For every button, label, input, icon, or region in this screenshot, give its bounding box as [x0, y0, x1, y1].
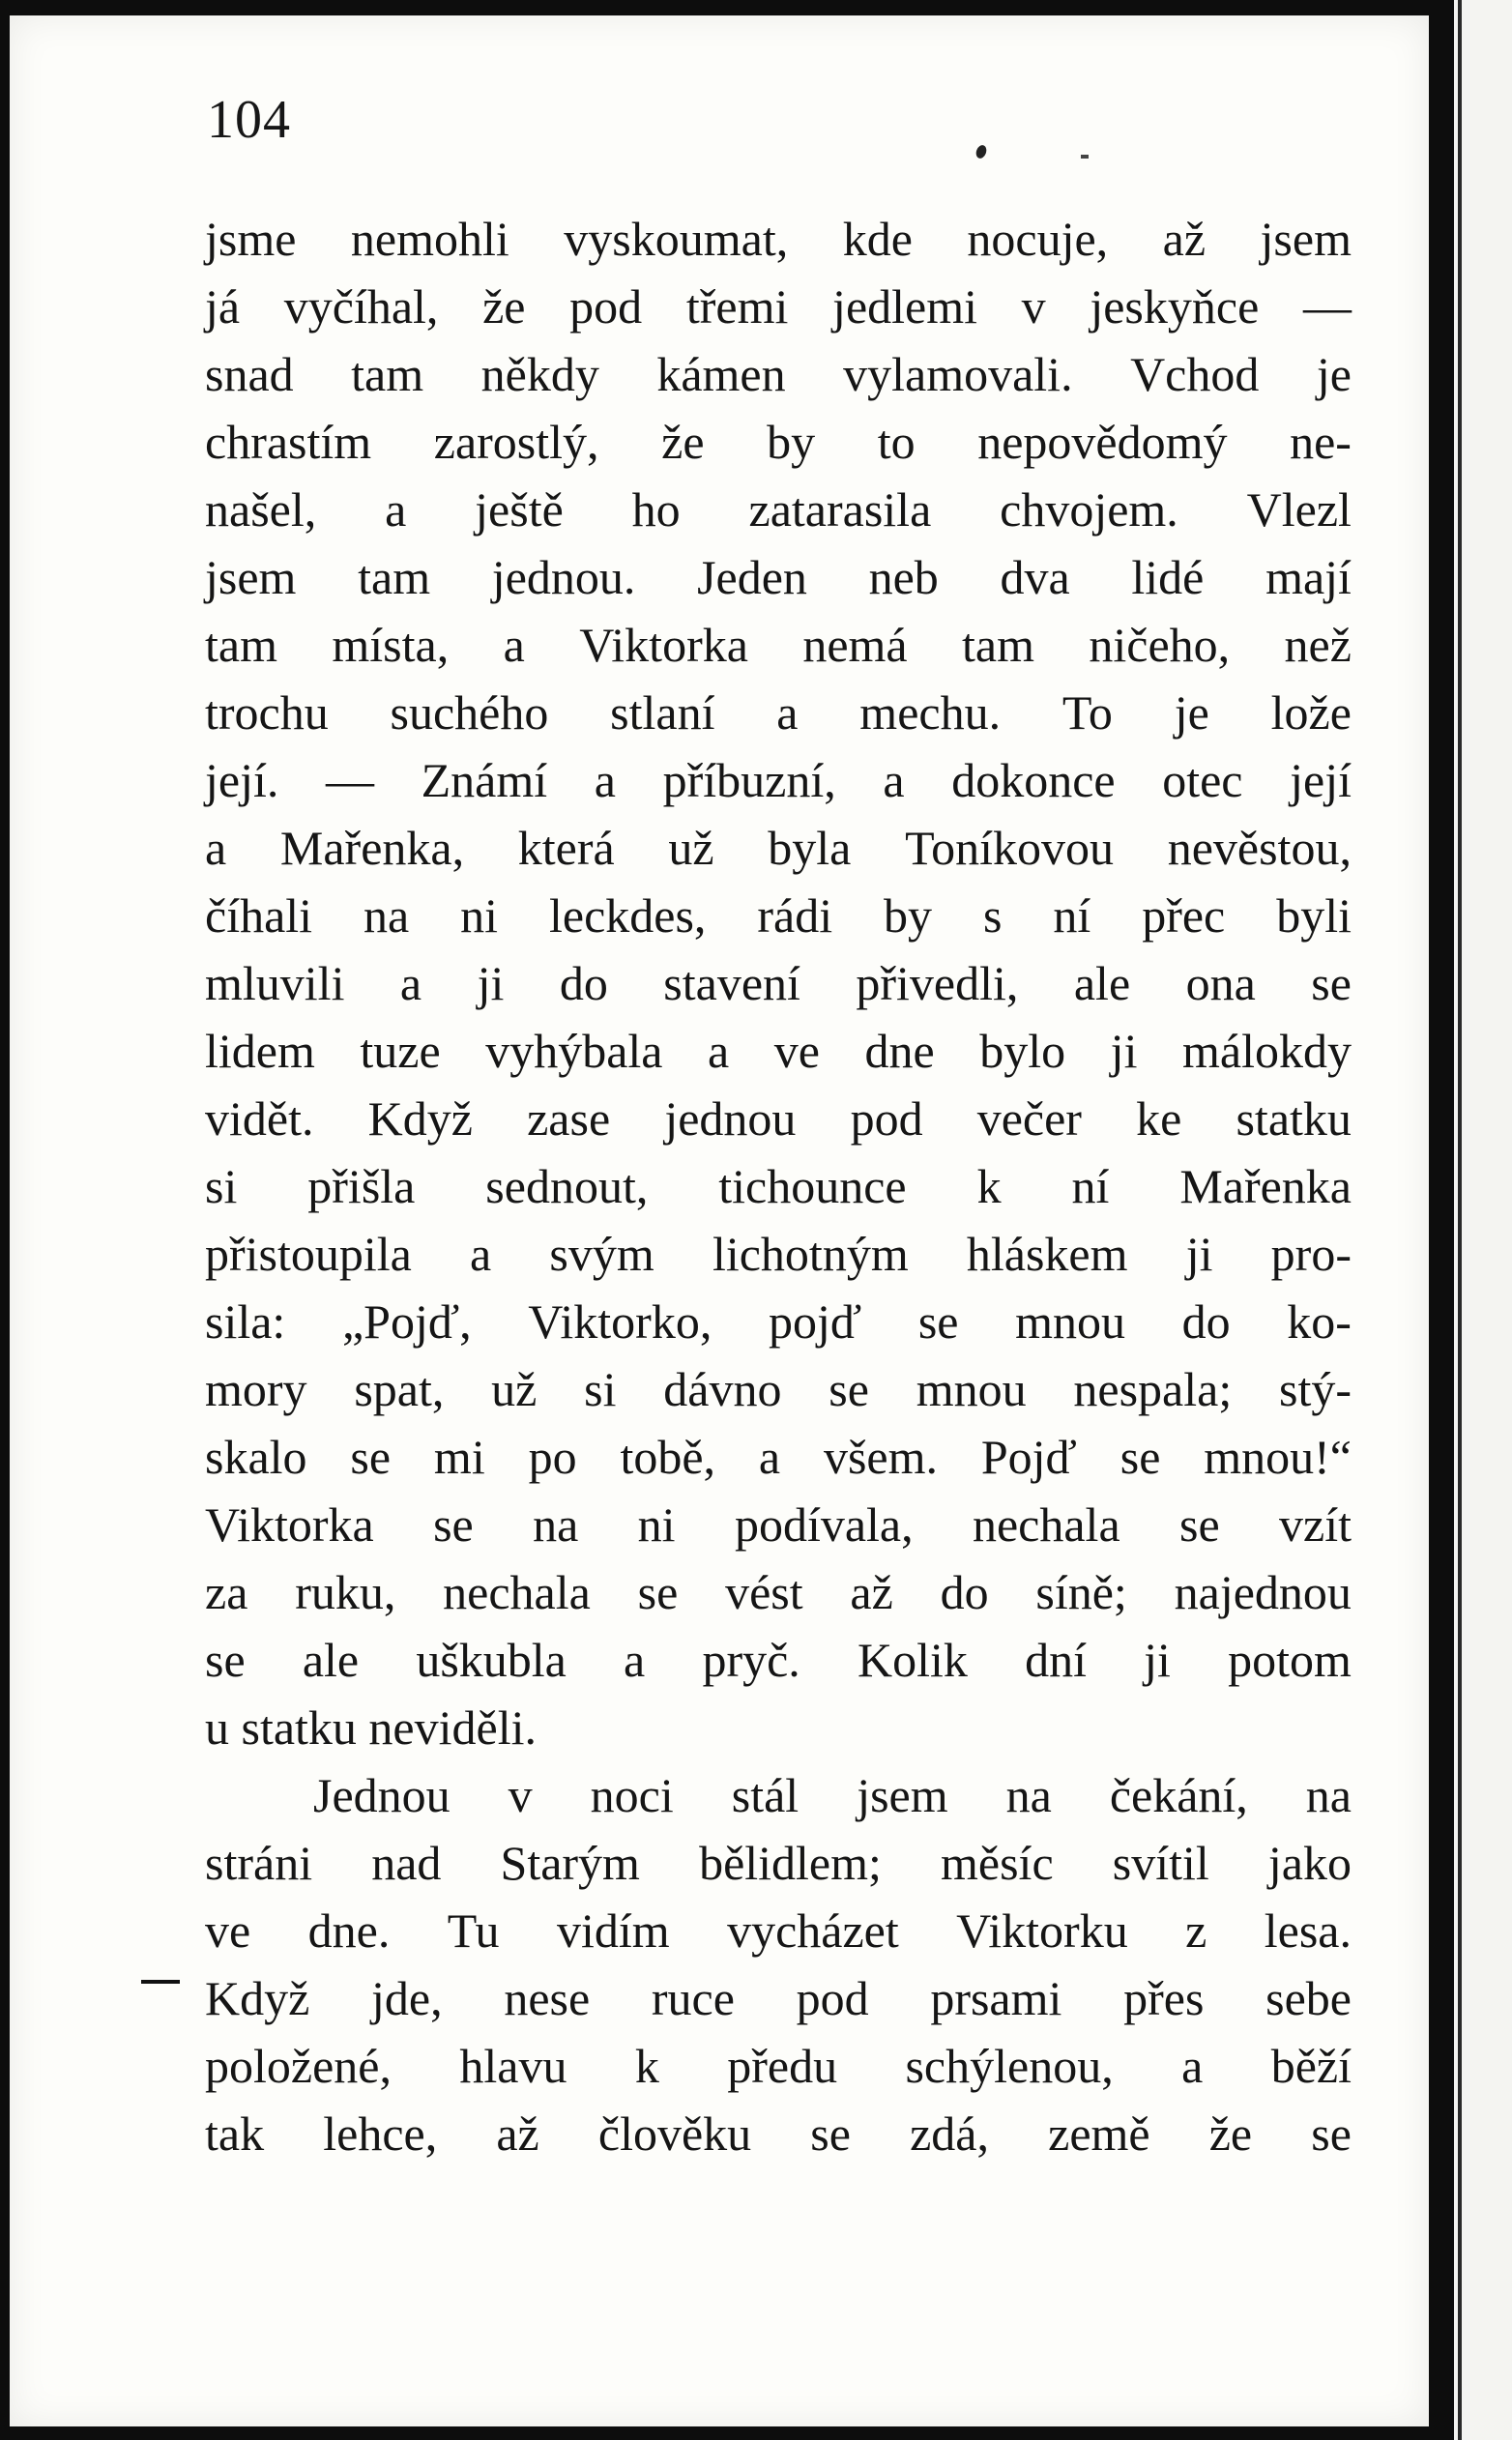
word: Viktorku — [956, 1903, 1128, 1958]
word: stavení — [663, 956, 800, 1010]
word: si — [205, 1159, 238, 1213]
text-line — [205, 1152, 1352, 1220]
word: tichounce — [718, 1159, 907, 1213]
word: bělidlem; — [699, 1836, 882, 1890]
adjacent-page-edge — [1440, 0, 1512, 2440]
word: mechu. — [859, 685, 1002, 740]
text-line — [205, 1355, 1352, 1423]
word: lidé — [1131, 550, 1205, 604]
word: najednou — [1174, 1565, 1352, 1619]
word: suchého — [390, 685, 549, 740]
word: otec — [1162, 753, 1243, 807]
word: ve — [205, 1903, 251, 1958]
word: Kolik — [857, 1633, 968, 1687]
word: ve — [773, 1024, 820, 1078]
word: a — [594, 753, 616, 807]
word: než — [1284, 618, 1352, 672]
word: zase — [527, 1091, 611, 1146]
word: vyskoumat, — [564, 212, 789, 266]
text-line — [205, 611, 1352, 679]
word: Pojď — [980, 1430, 1077, 1484]
word: by — [767, 415, 816, 469]
word: tobě, — [620, 1430, 716, 1484]
word: měsíc — [941, 1836, 1054, 1890]
word: dní — [1025, 1633, 1087, 1687]
word: svítil — [1112, 1836, 1209, 1890]
word: pod — [569, 279, 643, 334]
word: stý- — [1279, 1362, 1352, 1416]
word: přes — [1123, 1971, 1205, 2025]
word: mnou!“ — [1204, 1430, 1352, 1484]
word: jeskyňce — [1090, 279, 1260, 334]
word: svým — [549, 1227, 654, 1281]
word: kámen — [656, 347, 786, 401]
margin-dash-mark — [141, 1980, 180, 1984]
word: večer — [976, 1091, 1082, 1146]
text-line — [205, 340, 1352, 408]
word: dávno — [663, 1362, 782, 1416]
word: ni — [460, 888, 499, 943]
word: lidem — [205, 1024, 315, 1078]
word: jsem — [857, 1768, 948, 1822]
word: uškubla — [416, 1633, 567, 1687]
word: tam — [358, 550, 431, 604]
word: a — [708, 1024, 730, 1078]
word: skalo — [205, 1430, 307, 1484]
word: její — [1290, 753, 1352, 807]
word: až — [850, 1565, 893, 1619]
word: až — [496, 2106, 539, 2161]
word: a — [1181, 2039, 1204, 2093]
word: hlavu — [459, 2039, 567, 2093]
word: dokonce — [951, 753, 1116, 807]
word: přistoupila — [205, 1227, 412, 1281]
word: síně; — [1035, 1565, 1127, 1619]
word: do — [1181, 1294, 1231, 1349]
word: na — [363, 888, 410, 943]
text-line — [205, 746, 1352, 814]
word: To — [1061, 685, 1113, 740]
word: stál — [731, 1768, 800, 1822]
word: třemi — [685, 279, 789, 334]
word: země — [1048, 2106, 1150, 2161]
word: byli — [1276, 888, 1352, 943]
word: ničeho, — [1089, 618, 1231, 672]
word: Mařenka — [1179, 1159, 1352, 1213]
word: nese — [504, 1971, 591, 2025]
text-line — [205, 1423, 1352, 1491]
word: mají — [1265, 550, 1352, 604]
word: chvojem. — [1000, 482, 1178, 537]
word: se — [350, 1430, 392, 1484]
word: nechala — [443, 1565, 591, 1619]
word: trochu — [205, 685, 329, 740]
word: Viktorko, — [528, 1294, 712, 1349]
word: ji — [1110, 1024, 1138, 1078]
text-line — [205, 2100, 1352, 2167]
word: tam — [961, 618, 1034, 672]
word: se — [1179, 1497, 1220, 1552]
word: příbuzní, — [662, 753, 836, 807]
word: sila: — [205, 1294, 286, 1349]
word: se — [205, 1633, 246, 1687]
word: nad — [371, 1836, 442, 1890]
word: Starým — [500, 1836, 640, 1890]
text-line — [205, 205, 1352, 273]
word: ruce — [651, 1971, 735, 2025]
word: se — [829, 1362, 869, 1416]
text-line — [205, 1829, 1352, 1897]
word: si — [584, 1362, 617, 1416]
word: člověku — [597, 2106, 752, 2161]
text-line — [205, 1558, 1352, 1626]
word: stlaní — [610, 685, 715, 740]
word: nocuje, — [967, 212, 1109, 266]
word: našel, — [205, 482, 317, 537]
word: a — [503, 618, 525, 672]
word: Jeden — [697, 550, 807, 604]
word: pod — [796, 1971, 869, 2025]
word: na — [1005, 1768, 1052, 1822]
word: se — [433, 1497, 474, 1552]
word: zdá, — [910, 2106, 989, 2161]
word: že — [1208, 2106, 1253, 2161]
word: Tu — [447, 1903, 500, 1958]
word: jsem — [205, 550, 297, 604]
word: by — [884, 888, 933, 943]
word: noci — [590, 1768, 674, 1822]
word: za — [205, 1565, 248, 1619]
word: přišla — [307, 1159, 416, 1213]
word: vycházet — [727, 1903, 899, 1958]
word: jednou — [664, 1091, 797, 1146]
word: ní — [1071, 1159, 1110, 1213]
word: pryč. — [702, 1633, 800, 1687]
word: jde, — [371, 1971, 443, 2025]
word: zarostlý, — [433, 415, 599, 469]
word: ruku, — [295, 1565, 396, 1619]
word: jsme — [205, 212, 297, 266]
ink-speck-small — [1081, 155, 1089, 159]
word: Mařenka, — [279, 821, 465, 875]
word: vidím — [556, 1903, 670, 1958]
word: hláskem — [966, 1227, 1128, 1281]
word: položené, — [205, 2039, 392, 2093]
word: snad — [205, 347, 294, 401]
page-number: 104 — [207, 90, 291, 150]
text-line — [205, 1288, 1352, 1355]
text-line — [205, 1491, 1352, 1558]
word: a — [624, 1633, 646, 1687]
word: mi — [433, 1430, 485, 1484]
text-line — [205, 1085, 1352, 1152]
word: stráni — [205, 1836, 313, 1890]
word: lesa. — [1264, 1903, 1352, 1958]
text-line — [205, 1626, 1352, 1694]
word: statku — [1236, 1091, 1352, 1146]
word: ji — [1185, 1227, 1213, 1281]
word: já — [205, 279, 241, 334]
text-line — [205, 476, 1352, 543]
word: ona — [1185, 956, 1256, 1010]
word: potom — [1228, 1633, 1352, 1687]
word: prsami — [930, 1971, 1062, 2025]
word: a — [776, 685, 799, 740]
word: mory — [205, 1362, 307, 1416]
word: nespala; — [1073, 1362, 1233, 1416]
word: ke — [1136, 1091, 1182, 1146]
word: všem. — [823, 1430, 938, 1484]
word: lože — [1270, 685, 1352, 740]
word: ne- — [1290, 415, 1352, 469]
text-line — [205, 2032, 1352, 2100]
word: jako — [1267, 1836, 1352, 1890]
word: v — [1021, 279, 1046, 334]
word: tak — [205, 2106, 265, 2161]
word: ho — [631, 482, 681, 537]
word: a — [205, 821, 227, 875]
word: vylamovali. — [843, 347, 1073, 401]
word: a — [385, 482, 407, 537]
word: nechala — [972, 1497, 1120, 1552]
word: Jednou — [313, 1768, 451, 1822]
word: do — [559, 956, 608, 1010]
word: leckdes, — [548, 888, 707, 943]
word: po — [528, 1430, 577, 1484]
word: někdy — [480, 347, 599, 401]
word: kde — [842, 212, 913, 266]
text-line — [205, 1897, 1352, 1964]
word: mluvili — [205, 956, 345, 1010]
word: pro- — [1270, 1227, 1352, 1281]
word: vyhýbala — [485, 1024, 663, 1078]
word: nevěstou, — [1167, 821, 1352, 875]
word: nemohli — [350, 212, 509, 266]
word: pod — [850, 1091, 923, 1146]
word: chrastím — [205, 415, 372, 469]
word: — — [326, 753, 374, 807]
word: sebe — [1265, 1971, 1352, 2025]
text-line — [205, 882, 1352, 949]
text-line — [205, 408, 1352, 476]
text-line — [205, 1017, 1352, 1085]
word: její. — [205, 753, 279, 807]
word: Toníkovou — [905, 821, 1115, 875]
page-gutter-line — [1458, 0, 1462, 2440]
word: vyčíhal, — [283, 279, 439, 334]
word: Známí — [421, 753, 548, 807]
word: a — [758, 1430, 781, 1484]
word: zatarasila — [748, 482, 932, 537]
paragraph-end-line — [205, 1694, 1352, 1761]
word: dva — [1000, 550, 1070, 604]
word: číhali — [205, 888, 313, 943]
word: Viktorka — [205, 1497, 374, 1552]
word: ní — [1053, 888, 1091, 943]
word: ještě — [475, 482, 564, 537]
word: — — [1302, 279, 1352, 334]
word: neb — [868, 550, 939, 604]
word: přec — [1142, 888, 1226, 943]
word: do — [940, 1565, 989, 1619]
word: ale — [1073, 956, 1131, 1010]
word: na — [533, 1497, 579, 1552]
word: ji — [1144, 1633, 1171, 1687]
word: místa, — [332, 618, 450, 672]
word: předu — [727, 2039, 838, 2093]
body-text — [205, 205, 1352, 2167]
word: k — [634, 2039, 659, 2093]
text-line — [205, 1964, 1352, 2032]
word: ji — [477, 956, 505, 1010]
word: se — [810, 2106, 851, 2161]
word: tam — [205, 618, 277, 672]
word: podívala, — [734, 1497, 914, 1552]
word: Viktorka — [579, 618, 748, 672]
word: se — [917, 1294, 959, 1349]
paragraph-start-line — [205, 1761, 1352, 1829]
text-line — [205, 1220, 1352, 1288]
word: se — [637, 1565, 679, 1619]
word: je — [1174, 685, 1209, 740]
word: tam — [351, 347, 424, 401]
word: mnou — [1015, 1294, 1125, 1349]
word: až — [1162, 212, 1207, 266]
word: je — [1316, 347, 1352, 401]
word: Vchod — [1130, 347, 1260, 401]
word: se — [1311, 2106, 1352, 2161]
word: byla — [768, 821, 852, 875]
word: a — [883, 753, 905, 807]
word: už — [668, 821, 714, 875]
word: nemá — [802, 618, 908, 672]
word: pojď — [768, 1294, 862, 1349]
word: bylo — [979, 1024, 1066, 1078]
word: dne. — [307, 1903, 391, 1958]
word: mnou — [916, 1362, 1027, 1416]
word: lehce, — [323, 2106, 438, 2161]
word: jsem — [1260, 212, 1352, 266]
word: Vlezl — [1246, 482, 1352, 537]
word: čekání, — [1109, 1768, 1248, 1822]
word: ni — [637, 1497, 676, 1552]
word: přivedli, — [856, 956, 1019, 1010]
word: Když — [205, 1971, 310, 2025]
word: sednout, — [485, 1159, 649, 1213]
word: tuze — [360, 1024, 441, 1078]
word: a — [470, 1227, 492, 1281]
word: schýlenou, — [905, 2039, 1114, 2093]
word: v — [508, 1768, 533, 1822]
word: „Pojď, — [341, 1294, 472, 1349]
word: Když — [367, 1091, 473, 1146]
word: se — [1119, 1430, 1161, 1484]
text-line — [205, 543, 1352, 611]
word: spat, — [354, 1362, 445, 1416]
word: a — [399, 956, 422, 1010]
word: rádi — [757, 888, 833, 943]
word: nepovědomý — [977, 415, 1228, 469]
word: která — [517, 821, 615, 875]
text-line — [205, 949, 1352, 1017]
word: k — [976, 1159, 1002, 1213]
word: to — [877, 415, 916, 469]
word: lichotným — [712, 1227, 909, 1281]
word: se — [1311, 956, 1352, 1010]
word: že — [661, 415, 705, 469]
text-line — [205, 273, 1352, 340]
word: s — [982, 888, 1003, 943]
word: na — [1305, 1768, 1352, 1822]
word: vzít — [1279, 1497, 1352, 1552]
word: jednou. — [491, 550, 636, 604]
word: běží — [1270, 2039, 1352, 2093]
word: ale — [302, 1633, 360, 1687]
word: dne — [864, 1024, 935, 1078]
word: vidět. — [205, 1091, 314, 1146]
line-text: u statku neviděli. — [205, 1700, 537, 1755]
text-line — [205, 679, 1352, 746]
word: ko- — [1287, 1294, 1352, 1349]
word: jedlemi — [832, 279, 977, 334]
word: vést — [725, 1565, 803, 1619]
word: z — [1185, 1903, 1207, 1958]
word: že — [482, 279, 526, 334]
text-line — [205, 814, 1352, 882]
word: už — [491, 1362, 538, 1416]
word: málokdy — [1182, 1024, 1352, 1078]
